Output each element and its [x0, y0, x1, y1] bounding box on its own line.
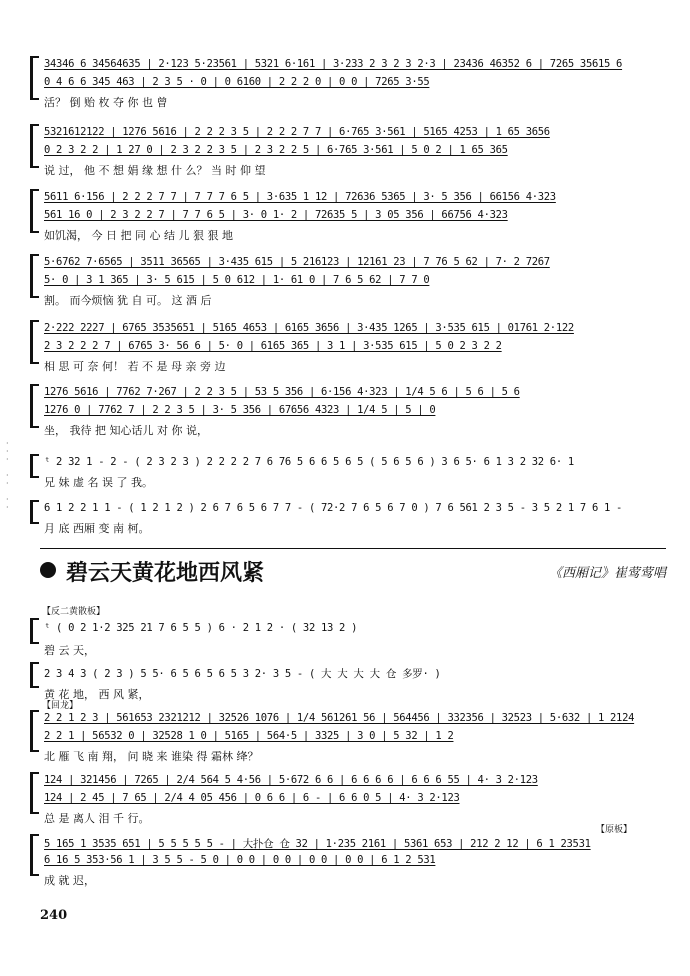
section-divider	[40, 548, 666, 549]
lyrics-line: 如饥渴， 今 日 把 同 心 结 儿 狠 狠 地	[44, 229, 233, 242]
notation-line-upper: 34346 6 34564635 | 2·123 5·23561 | 5321 6·161 | 3·233 2 3 2 3 2·3 | 23436 46352 6 | 7265 35615 6	[44, 58, 623, 70]
song-source: 《西厢记》崔莺莺唱	[548, 566, 666, 581]
lyrics-line: 成 就 迟，	[44, 874, 95, 887]
notation-line-lower: 6 16 5 353·56 1 | 3 5 5 - 5 0 | 0 0 | 0 0 | 0 0 | 0 0 | 6 1 2 531	[44, 854, 436, 866]
system-brace	[30, 618, 39, 644]
page-number: 240	[40, 908, 68, 923]
margin-dots: · · · · · · ·	[6, 439, 9, 512]
notation-line-upper: 5321612122 | 1276 5616 | 2 2 2 3 5 | 2 2 2 7 7 | 6·765 3·561 | 5165 4253 | 1 65 3656	[44, 126, 550, 138]
system-brace	[30, 189, 39, 233]
notation-line-lower: 1276 0 | 7762 7 | 2 2 3 5 | 3· 5 356 | 67656 4323 | 1/4 5 | 5 | 0	[44, 404, 436, 416]
system-brace	[30, 710, 39, 752]
music-system-4	[30, 254, 666, 306]
system-brace	[30, 662, 39, 688]
notation-line-lower: 5· 0 | 3 1 365 | 3· 5 615 | 5 0 612 | 1· 61 0 | 7 6 5 62 | 7 7 0	[44, 274, 430, 286]
notation-line-lower: 2 3 2 2 2 7 | 6765 3· 56 6 | 5· 0 | 6165 365 | 3 1 | 3·535 615 | 5 0 2 3 2 2	[44, 340, 502, 352]
music-system-6	[30, 384, 666, 436]
lyrics-line: 割。 而今烦恼 犹 自 可。 这 酒 后	[44, 294, 212, 307]
notation-line-upper: 124 | 321456 | 7265 | 2/4 564 5 4·56 | 5·672 6 6 | 6 6 6 6 | 6 6 6 55 | 4· 3 2·123	[44, 774, 538, 786]
notation-line: ᵗ ( 0 2 1·2 325 21 7 6 5 5 ) 6 · 2 1 2 · ( 32 13 2 )	[44, 622, 358, 634]
music-system-5	[30, 320, 666, 372]
lyrics-line: 月 底 西厢 变 南 柯。	[44, 522, 150, 535]
lyrics-line: 坐， 我待 把 知心话儿 对 你 说，	[44, 424, 208, 437]
notation-line-upper: 2·222 2227 | 6765 3535651 | 5165 4653 | 6165 3656 | 3·435 1265 | 3·535 615 | 01761 2·122	[44, 322, 574, 334]
music-system-11	[30, 710, 666, 764]
bullet-icon	[40, 562, 56, 578]
notation-line-upper: 5 165 1 3535 651 | 5 5 5 5 5 - | 大扑仓 仓 32 | 1·235 2161 | 5361 653 | 212 2 12 | 6 1 23531	[44, 838, 591, 850]
section-mark: 【反二黄散板】	[42, 607, 106, 617]
lyrics-line: 活？ 倒 贻 枚 夺 你 也 曾	[44, 96, 168, 109]
notation-line-upper: 1276 5616 | 7762 7·267 | 2 2 3 5 | 53 5 356 | 6·156 4·323 | 1/4 5 6 | 5 6 | 5 6	[44, 386, 520, 398]
music-system-8	[30, 500, 666, 536]
lyrics-line: 说 过， 他 不 想 娟 缘 想 什 么？ 当 时 仰 望	[44, 164, 266, 177]
notation-line: 6 1 2 2 1 1 - ( 1 2 1 2 ) 2 6 7 6 5 6 7 7 - ( 72·2 7 6 5 6 7 0 ) 7 6 561 2 3 5 - 3 5 2 1 7 6 1 -	[44, 502, 623, 514]
notation-line-lower: 0 2 3 2 2 | 1 27 0 | 2 3 2 2 3 5 | 2 3 2 2 5 | 6·765 3·561 | 5 0 2 | 1 65 365	[44, 144, 508, 156]
notation-line-lower: 2 2 1 | 56532 0 | 32528 1 0 | 5165 | 564·5 | 3325 | 3 0 | 5 32 | 1 2	[44, 730, 454, 742]
system-brace	[30, 834, 39, 876]
music-system-1	[30, 56, 666, 108]
notation-line-lower: 124 | 2 45 | 7 65 | 2/4 4 05 456 | 0 6 6 | 6 - | 6 6 0 5 | 4· 3 2·123	[44, 792, 460, 804]
music-system-13	[30, 834, 666, 888]
notation-line-upper: 2 2 1 2 3 | 561653 2321212 | 32526 1076 | 1/4 561261 56 | 564456 | 332356 | 32523 | 5·632 | 1 2124	[44, 712, 635, 724]
system-brace	[30, 772, 39, 814]
system-brace	[30, 254, 39, 298]
notation-line: 2 3 4 3 ( 2 3 ) 5 5· 6 5 6 5 6 5 3 2· 3 5 - ( 大 大 大 大 仓 多罗· )	[44, 668, 441, 680]
notation-line-upper: 5611 6·156 | 2 2 2 7 7 | 7 7 7 6 5 | 3·635 1 12 | 72636 5365 | 3· 5 356 | 66156 4·323	[44, 191, 556, 203]
notation-line: ᵗ 2 32 1 - 2 - ( 2 3 2 3 ) 2 2 2 2 7 6 76 5 6 6 5 6 5 ( 5 6 5 6 ) 3 6 5· 6 1 3 2 32 6· 1	[44, 456, 574, 468]
music-system-12	[30, 772, 666, 826]
lyrics-line: 北 雁 飞 南 翔， 问 晓 来 谁染 得 霜林 绛？	[44, 750, 259, 763]
song-title: 碧云天黄花地西风紧	[66, 560, 265, 586]
system-brace	[30, 454, 39, 478]
music-system-3	[30, 189, 666, 241]
song-title-bar	[40, 556, 666, 586]
music-system-7	[30, 454, 666, 490]
section-mark: 【原板】	[596, 825, 633, 835]
lyrics-line: 黄 花 地， 西 风 紧，	[44, 688, 150, 701]
lyrics-line: 相 思 可 奈 何！ 若 不 是 母 亲 旁 边	[44, 360, 226, 373]
music-system-9	[30, 618, 666, 658]
notation-line-lower: 0 4 6 6 345 463 | 2 3 5 · 0 | 0 6160 | 2 2 2 0 | 0 0 | 7265 3·55	[44, 76, 430, 88]
lyrics-line: 兄 妹 虚 名 误 了 我。	[44, 476, 153, 489]
notation-line-upper: 5·6762 7·6565 | 3511 36565 | 3·435 615 | 5 216123 | 12161 23 | 7 76 5 62 | 7· 2 7267	[44, 256, 550, 268]
section-mark: 【回龙】	[42, 701, 79, 711]
music-system-10	[30, 662, 666, 702]
system-brace	[30, 56, 39, 100]
system-brace	[30, 320, 39, 364]
notation-line-lower: 561 16 0 | 2 3 2 2 7 | 7 7 6 5 | 3· 0 1· 2 | 72635 5 | 3 05 356 | 66756 4·323	[44, 209, 508, 221]
music-system-2	[30, 124, 666, 176]
system-brace	[30, 384, 39, 428]
lyrics-line: 碧 云 天，	[44, 644, 95, 657]
lyrics-line: 总 是 离人 泪 千 行。	[44, 812, 150, 825]
system-brace	[30, 500, 39, 524]
system-brace	[30, 124, 39, 168]
